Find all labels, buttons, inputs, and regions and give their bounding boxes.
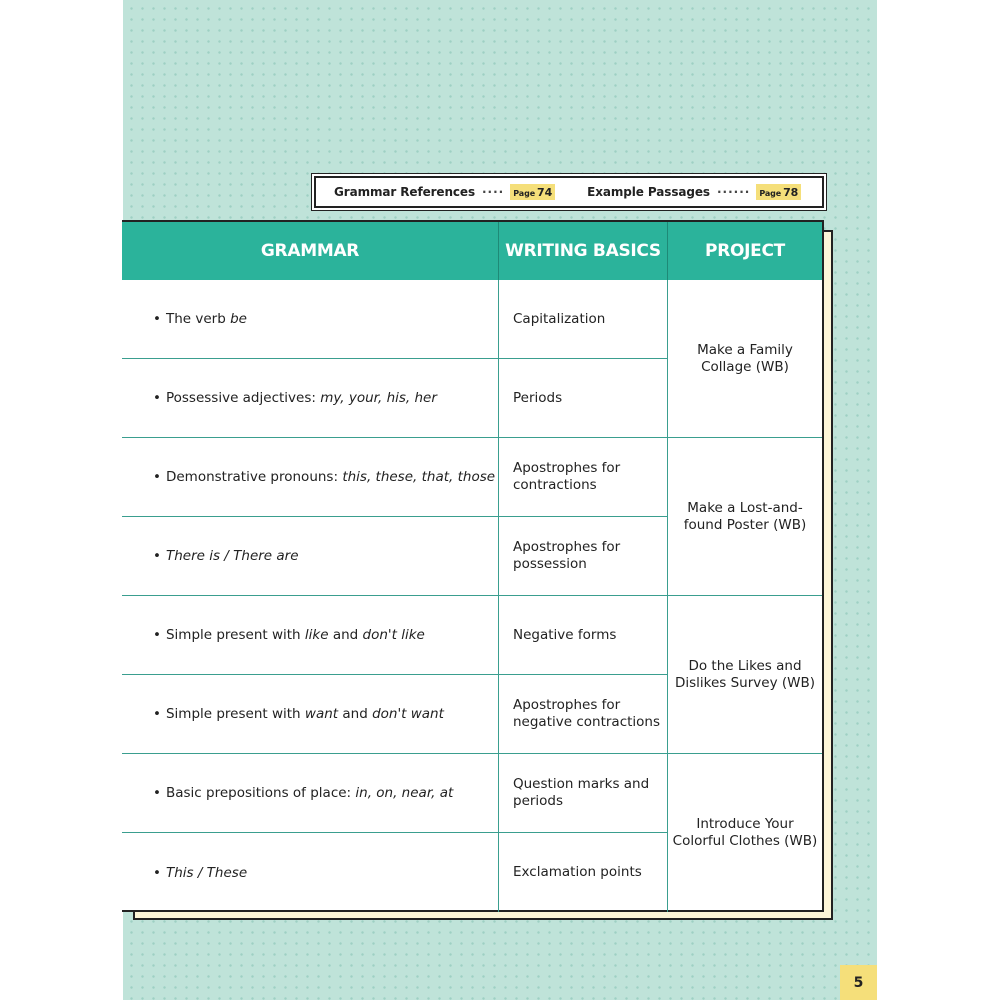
grammar-text: Simple present with like and don't like bbox=[165, 627, 425, 643]
ref-label-passages: Example Passages bbox=[587, 185, 710, 199]
bullet-icon: • bbox=[153, 469, 161, 485]
grammar-cell bbox=[122, 833, 499, 912]
header-grammar: GRAMMAR bbox=[122, 222, 499, 280]
bullet-icon: • bbox=[153, 864, 161, 881]
page-tag-grammar: Page 74 bbox=[510, 184, 555, 200]
writing-basics-cell: Exclamation points bbox=[499, 833, 668, 912]
grammar-text: This / These bbox=[165, 864, 248, 881]
table-row bbox=[122, 438, 668, 517]
grammar-cell bbox=[122, 517, 499, 596]
grammar-text: There is / There are bbox=[165, 548, 299, 564]
project-cell: Introduce Your Colorful Clothes (WB) bbox=[672, 816, 818, 849]
writing-basics-cell: Periods bbox=[499, 359, 668, 438]
grammar-text: The verb be bbox=[165, 311, 247, 327]
table-row bbox=[122, 280, 668, 359]
grammar-cell bbox=[122, 359, 499, 438]
page-tag-passages: Page 78 bbox=[756, 184, 801, 200]
header-project: PROJECT bbox=[705, 241, 785, 261]
writing-basics-cell: Apostrophes for negative contractions bbox=[499, 675, 668, 754]
grammar-cell bbox=[122, 675, 499, 754]
project-cell: Make a Family Collage (WB) bbox=[668, 280, 822, 438]
bullet-icon: • bbox=[153, 548, 161, 564]
table-row bbox=[122, 517, 668, 596]
bullet-icon: • bbox=[153, 311, 161, 327]
grammar-text: Possessive adjectives: my, your, his, her bbox=[165, 390, 437, 406]
table-row bbox=[122, 833, 668, 912]
bullet-icon: • bbox=[153, 390, 161, 406]
grammar-text: Basic prepositions of place: in, on, near, at bbox=[165, 785, 454, 801]
table-row bbox=[122, 675, 668, 754]
project-cell: Make a Lost-and-found Poster (WB) bbox=[668, 438, 822, 596]
header-writing-basics: WRITING BASICS bbox=[499, 222, 668, 280]
table-header bbox=[122, 222, 822, 280]
dot-leader: ······ bbox=[716, 185, 751, 199]
bullet-icon: • bbox=[153, 785, 161, 801]
reference-bar bbox=[314, 176, 824, 208]
writing-basics-cell: Negative forms bbox=[499, 596, 668, 675]
ref-label-grammar: Grammar References bbox=[334, 185, 475, 199]
writing-basics-cell: Apostrophes for contractions bbox=[499, 438, 668, 517]
grammar-text: Simple present with want and don't want bbox=[165, 706, 444, 722]
table-row bbox=[122, 596, 668, 675]
project-cell: Do the Likes and Dislikes Survey (WB) bbox=[668, 596, 822, 754]
page-number: 5 bbox=[840, 965, 877, 1000]
grammar-cell bbox=[122, 438, 499, 517]
syllabus-table bbox=[122, 220, 824, 912]
grammar-cell bbox=[122, 754, 499, 833]
bullet-icon: • bbox=[153, 627, 161, 643]
dot-leader: ···· bbox=[482, 185, 505, 199]
grammar-cell bbox=[122, 280, 499, 359]
grammar-cell bbox=[122, 596, 499, 675]
bullet-icon: • bbox=[153, 706, 161, 722]
writing-basics-cell: Question marks and periods bbox=[499, 754, 668, 833]
table-row bbox=[122, 359, 668, 438]
writing-basics-cell: Apostrophes for possession bbox=[499, 517, 668, 596]
table-row bbox=[122, 754, 668, 833]
grammar-text: Demonstrative pronouns: this, these, that, those bbox=[165, 469, 496, 485]
writing-basics-cell: Capitalization bbox=[499, 280, 668, 359]
